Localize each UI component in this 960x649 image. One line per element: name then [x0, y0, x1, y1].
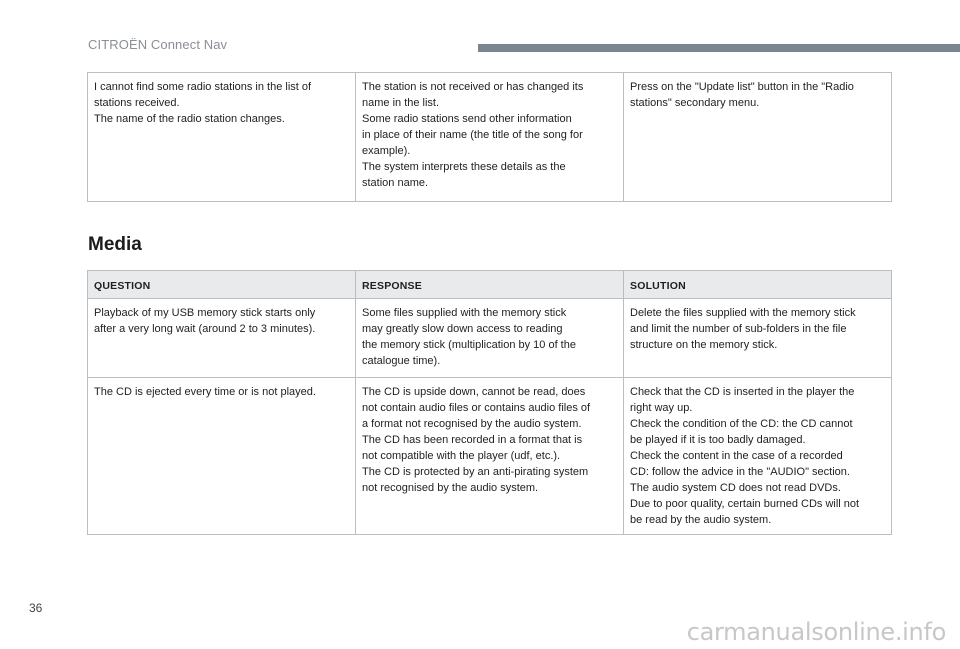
text-line: The name of the radio station changes.: [94, 113, 285, 125]
media-troubleshooting-table: [87, 270, 892, 535]
table-row: [88, 73, 892, 202]
text-line: Playback of my USB memory stick starts only: [94, 307, 316, 319]
text-line: structure on the memory stick.: [630, 339, 778, 351]
text-line: Some files supplied with the memory stick: [362, 307, 567, 319]
text-line: be read by the audio system.: [630, 514, 772, 526]
radio-troubleshooting-table: [87, 72, 892, 202]
text-line: Due to poor quality, certain burned CDs will not: [630, 498, 860, 510]
text-line: not recognised by the audio system.: [362, 482, 539, 494]
text-line: The system interprets these details as the: [362, 161, 566, 173]
text-line: stations received.: [94, 97, 180, 109]
question-cell: [88, 378, 356, 535]
text-line: and limit the number of sub-folders in the file: [630, 323, 847, 335]
question-cell: [88, 73, 356, 202]
response-cell: [356, 73, 624, 202]
text-line: may greatly slow down access to reading: [362, 323, 563, 335]
text-line: The CD is ejected every time or is not played.: [94, 386, 316, 398]
text-line: right way up.: [630, 402, 693, 414]
text-line: be played if it is too badly damaged.: [630, 434, 806, 446]
watermark: carmanualsonline.info: [686, 618, 946, 646]
text-line: not compatible with the player (udf, etc.).: [362, 450, 561, 462]
text-line: in place of their name (the title of the song for: [362, 129, 583, 141]
response-cell: [356, 299, 624, 378]
text-line: The audio system CD does not read DVDs.: [630, 482, 841, 494]
question-cell: [88, 299, 356, 378]
text-line: The CD is protected by an anti-pirating system: [362, 466, 589, 478]
text-line: catalogue time).: [362, 355, 441, 367]
page-number: 36: [29, 601, 43, 615]
table-row: [88, 299, 892, 378]
text-line: Check the condition of the CD: the CD cannot: [630, 418, 853, 430]
text-line: stations" secondary menu.: [630, 97, 760, 109]
response-cell: [356, 378, 624, 535]
manual-title: CITROËN Connect Nav: [88, 37, 228, 52]
section-heading-media: Media: [88, 234, 142, 255]
text-line: The CD has been recorded in a format that is: [362, 434, 583, 446]
solution-cell: [624, 378, 892, 535]
text-line: example).: [362, 145, 411, 157]
solution-cell: [624, 299, 892, 378]
text-line: after a very long wait (around 2 to 3 minutes).: [94, 323, 316, 335]
text-line: Check the content in the case of a recorded: [630, 450, 843, 462]
column-header-response: RESPONSE: [356, 271, 624, 299]
text-line: not contain audio files or contains audio files of: [362, 402, 591, 414]
text-line: Some radio stations send other information: [362, 113, 572, 125]
column-header-solution: SOLUTION: [624, 271, 892, 299]
text-line: Check that the CD is inserted in the player the: [630, 386, 855, 398]
text-line: station name.: [362, 177, 429, 189]
text-line: Delete the files supplied with the memory stick: [630, 307, 856, 319]
solution-cell: [624, 73, 892, 202]
text-line: The CD is upside down, cannot be read, does: [362, 386, 586, 398]
text-line: The station is not received or has changed its: [362, 81, 584, 93]
column-header-question: QUESTION: [88, 271, 356, 299]
text-line: Press on the "Update list" button in the "Radio: [630, 81, 854, 93]
text-line: a format not recognised by the audio system.: [362, 418, 582, 430]
text-line: I cannot find some radio stations in the list of: [94, 81, 312, 93]
text-line: the memory stick (multiplication by 10 of the: [362, 339, 576, 351]
header-bar: [478, 44, 960, 52]
table-header-row: [88, 271, 892, 299]
table-row: [88, 378, 892, 535]
text-line: CD: follow the advice in the "AUDIO" section.: [630, 466, 850, 478]
text-line: name in the list.: [362, 97, 440, 109]
